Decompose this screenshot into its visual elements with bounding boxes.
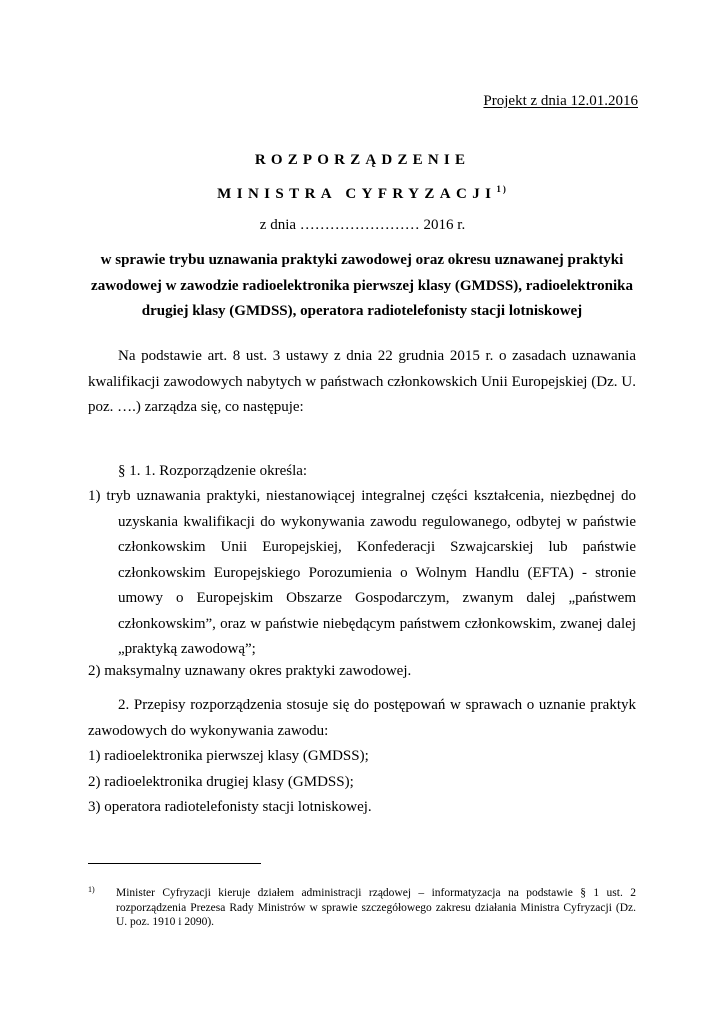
issuer-name: MINISTRA CYFRYZACJI — [217, 186, 497, 202]
section-2-item: 2) radioelektronika drugiej klasy (GMDSS); — [88, 774, 354, 790]
section-1-item: 2) maksymalny uznawany okres praktyki zawodowej. — [88, 663, 412, 679]
footnote-text: Minister Cyfryzacji kieruje działem administracji rządowej – informatyzacja na podstawie § 1 ust. 2 rozporządzenia Prezesa Rady Ministrów w sprawie szczegółowego zakresu działania Ministra Cyfryzacji (Dz. U. poz. 1910 i 2090). — [116, 887, 636, 928]
section-2-item: 3) operatora radiotelefonisty stacji lotniskowej. — [88, 799, 372, 815]
section-1-heading: § 1. 1. Rozporządzenie określa: — [118, 463, 308, 479]
regulation-subject: w sprawie trybu uznawania praktyki zawodowej oraz okresu uznawanej praktyki zawodowej w zawodzie radioelektronika pierwszej klasy (GMDSS), radioelektronika drugiej klasy (GMDSS), operatora radiotelefonisty stacji lotniskowej — [91, 252, 633, 319]
footnote — [88, 886, 636, 930]
issuer-footnote-ref: 1) — [496, 184, 508, 194]
issue-date-line: z dnia …………………… 2016 r. — [259, 217, 466, 233]
section-2-paragraph: 2. Przepisy rozporządzenia stosuje się do postępowań w sprawach o uznanie praktyk zawodowych do wykonywania zawodu: — [88, 697, 636, 739]
section-2-item: 1) radioelektronika pierwszej klasy (GMDSS); — [88, 748, 369, 764]
footnote-marker: 1) — [88, 885, 95, 894]
document-type-heading: ROZPORZĄDZENIE — [254, 152, 471, 168]
project-date: Projekt z dnia 12.01.2016 — [483, 93, 638, 109]
issuer-heading — [0, 184, 725, 203]
section-1-item: 1) tryb uznawania praktyki, niestanowiącej integralnej części kształcenia, niezbędnej do uzyskania kwalifikacji do wykonywania zawodu regulowanego, odbytej w państwie członkowskim Unii Europejskiej, Konfederacji Szwajcarskiej lub państwie członkowskim Europejskiego Porozumienia o Wolnym Handlu (EFTA) - stronie umowy o Europejskim Obszarze Gospodarczym, zwanym dalej „państwem członkowskim”, oraz w państwie niebędącym państwem członkowskim, zwanej dalej „praktyką zawodową”; — [88, 488, 636, 657]
footnote-separator — [88, 863, 261, 864]
legal-basis-paragraph: Na podstawie art. 8 ust. 3 ustawy z dnia 22 grudnia 2015 r. o zasadach uznawania kwalifikacji zawodowych nabytych w państwach członkowskich Unii Europejskiej (Dz. U. poz. ….) zarządza się, co następuje: — [88, 348, 636, 415]
